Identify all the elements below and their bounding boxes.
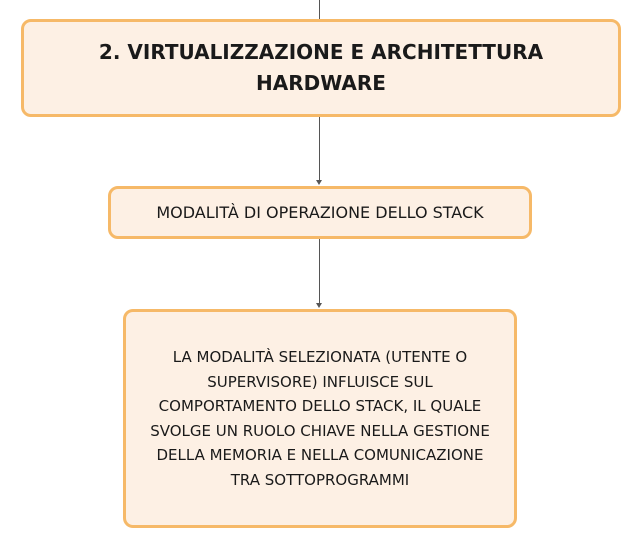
detail-line: LA MODALITÀ SELEZIONATA (UTENTE O bbox=[172, 348, 468, 366]
subtopic-label: MODALITÀ DI OPERAZIONE DELLO STACK bbox=[156, 202, 484, 222]
subtopic-node[interactable] bbox=[108, 186, 532, 239]
main-topic-title-line1: 2. VIRTUALIZZAZIONE E ARCHITETTURA bbox=[98, 40, 544, 64]
detail-text bbox=[150, 345, 490, 492]
detail-line: COMPORTAMENTO DELLO STACK, IL QUALE bbox=[158, 397, 482, 415]
detail-line: TRA SOTTOPROGRAMMI bbox=[230, 470, 410, 489]
detail-line: DELLA MEMORIA E NELLA COMUNICAZIONE bbox=[156, 446, 484, 464]
detail-line: SUPERVISORE) INFLUISCE SUL bbox=[207, 372, 433, 391]
arrowhead-sub-to-detail bbox=[316, 303, 322, 308]
connector-top bbox=[319, 0, 320, 19]
detail-line: SVOLGE UN RUOLO CHIAVE NELLA GESTIONE bbox=[150, 421, 490, 440]
connector-main-to-sub bbox=[319, 117, 320, 180]
connector-sub-to-detail bbox=[319, 239, 320, 303]
main-topic-node[interactable] bbox=[21, 19, 621, 117]
main-topic-title bbox=[99, 37, 543, 99]
arrowhead-main-to-sub bbox=[316, 180, 322, 185]
detail-node[interactable] bbox=[123, 309, 517, 528]
main-topic-title-line2: HARDWARE bbox=[256, 71, 386, 95]
